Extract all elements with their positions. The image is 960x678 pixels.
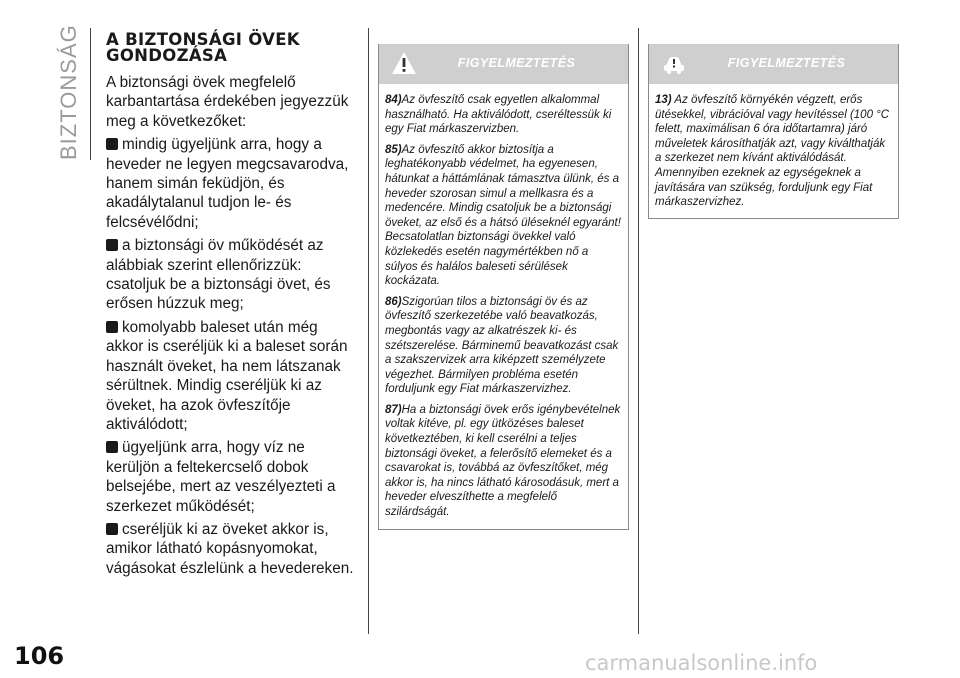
warning-item: 87)Ha a biztonsági övek erős igénybevételnek voltak kitéve, pl. egy ütközéses baleset következtében, ki kell cserélni a teljes biztonsági öveket, a felerősítő elemeket és a csavarokat is, továbbá az övfeszítőket, még akkor is, ha nincs látható károsodásuk, mert a heveder elveszíthette a megfelelő szilárdságát. <box>385 403 621 519</box>
section-heading <box>106 32 358 64</box>
watermark: carmanualsonline.info <box>585 651 818 675</box>
warning-header <box>649 44 898 84</box>
warning-body <box>649 84 898 210</box>
warning-box <box>648 44 899 219</box>
page-number: 106 <box>14 642 65 670</box>
bullet-icon <box>106 321 118 333</box>
warning-header <box>379 44 628 84</box>
divider-line <box>90 28 91 160</box>
warning-item: 13) Az övfeszítő környékén végzett, erős ütésekkel, vibrációval vagy hevítéssel (100 °C felett, maximálisan 6 óra időtartamra) járó műveletek károsíthatják azt, vagy kiválthatják a szerkezet nem kívánt aktiválódását. Amennyiben ezeknek az egységeknek a javítására van szükség, forduljunk egy Fiat márkaszervizhez. <box>655 94 890 209</box>
bullet-icon <box>106 523 118 535</box>
list-item: mindig ügyeljünk arra, hogy a heveder ne legyen megcsavarodva, hanem simán feküdjön, és akadálytalanul tudjon le- és felcsévélődni; <box>106 136 349 231</box>
warning-title: FIGYELMEZTETÉS <box>457 56 576 70</box>
bullet-icon <box>106 138 118 150</box>
seat-belt-care-section <box>106 32 358 582</box>
warning-body <box>379 84 628 520</box>
section-heading-line: A BIZTONSÁGI ÖVEK <box>106 30 300 49</box>
list-item: komolyabb baleset után még akkor is cseréljük ki a baleset során használt öveket, ha nem látszanak sérültnek. Mindig cseréljük ki az öveket, ha azok övfeszítője aktiválódott; <box>106 318 348 433</box>
list-item: ügyeljünk arra, hogy víz ne kerüljön a feltekercselő dobok belsejébe, mert az veszélyezteti a szerkezet működését; <box>106 439 336 515</box>
warning-item: 86)Szigorúan tilos a biztonsági öv és az övfeszítő szerkezetébe való beavatkozás, megbontás vagy az alkatrészek ki- és szétszerelése. Bárminemű beavatkozást csak a szakszervizek arra kiképzett személyzete végezhet. Bármilyen probléma esetén forduljunk egy Fiat márkaszervizhez. <box>385 295 619 396</box>
bullet-icon <box>106 239 118 251</box>
warning-item: 85)Az övfeszítő akkor biztosítja a leghatékonyabb védelmet, ha egyenesen, hátunkat a háttámlának támasztva ülünk, és a heveder szorosan simul a mellkasra és a medencére. Mindig csatoljuk be a biztonsági öveket, az első és a hátsó üléseknél egyaránt! Becsatolatlan biztonsági övekkel való közlekedés esetén nagymértékben nő a súlyos és halálos baleseti sérülések kockázata. <box>385 143 621 288</box>
list-item: a biztonsági öv működését az alábbiak szerint ellenőrizzük: csatoljuk be a biztonsági övet, és erősen húzzuk meg; <box>106 237 331 313</box>
divider-line <box>638 28 639 634</box>
warning-title: FIGYELMEZTETÉS <box>727 56 846 70</box>
intro-paragraph: A biztonsági övek megfelelő karbantartása érdekében jegyezzük meg a következőket: <box>106 74 349 130</box>
section-side-title: BIZTONSÁG <box>56 24 81 160</box>
divider-line <box>368 28 369 634</box>
section-heading-line: GONDOZÁSA <box>106 46 228 65</box>
bullet-icon <box>106 441 118 453</box>
list-item: cseréljük ki az öveket akkor is, amikor látható kopásnyomokat, vágásokat észlelünk a hevedereken. <box>106 520 354 577</box>
warning-item: 84)Az övfeszítő csak egyetlen alkalommal használható. Ha aktiválódott, cseréltessük ki egy Fiat márkaszervizben. <box>385 94 612 136</box>
warning-box <box>378 44 629 530</box>
